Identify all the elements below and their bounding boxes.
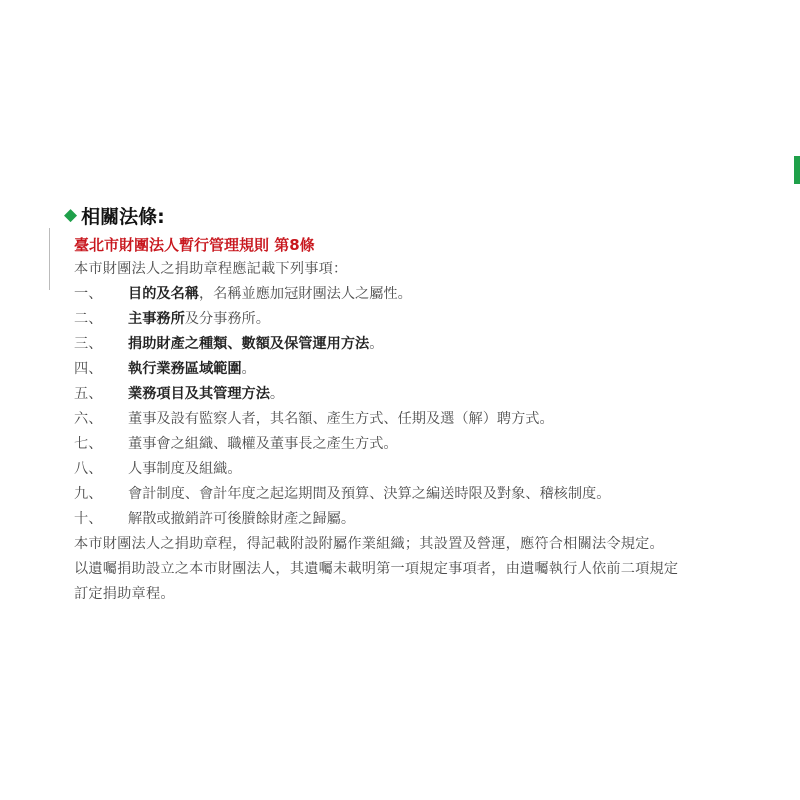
item-text: 及分事務所。 bbox=[184, 311, 270, 327]
item-text: 解散或撤銷許可後賸餘財產之歸屬。 bbox=[128, 511, 356, 527]
section-heading-text: 相關法條: bbox=[81, 205, 165, 228]
item-text: 董事及設有監察人者，其名額、產生方式、任期及選（解）聘方式。 bbox=[128, 411, 554, 427]
list-item bbox=[74, 307, 764, 332]
item-text: 。 bbox=[269, 386, 285, 402]
list-item bbox=[74, 407, 764, 432]
item-number: 二、 bbox=[74, 311, 103, 327]
diamond-icon: ◆ bbox=[64, 204, 78, 225]
list-item bbox=[74, 482, 764, 507]
item-number: 五、 bbox=[74, 386, 103, 402]
list-item bbox=[74, 332, 764, 357]
item-number: 四、 bbox=[74, 361, 103, 377]
item-bold-text: 業務項目及其管理方法 bbox=[128, 386, 270, 402]
item-bold-text: 主事務所 bbox=[128, 311, 185, 327]
item-text: 。 bbox=[369, 336, 384, 352]
list-item bbox=[74, 382, 764, 407]
list-item bbox=[74, 357, 764, 382]
law-title: 臺北市財團法人暫行管理規則 第8條 bbox=[74, 236, 315, 254]
item-number: 三、 bbox=[74, 336, 103, 352]
law-article bbox=[64, 200, 764, 607]
list-item bbox=[74, 457, 764, 482]
item-bold-text: 捐助財產之種類、數額及保管運用方法 bbox=[128, 336, 370, 352]
list-item bbox=[74, 432, 764, 457]
item-number: 七、 bbox=[74, 436, 103, 452]
section-heading bbox=[64, 200, 764, 230]
list-item bbox=[74, 507, 764, 532]
law-intro: 本市財團法人之捐助章程應記載下列事項： bbox=[74, 261, 348, 277]
item-text: 會計制度、會計年度之起迄期間及預算、決算之編送時限及對象、稽核制度。 bbox=[128, 486, 611, 502]
item-number: 一、 bbox=[74, 286, 103, 302]
item-text: 人事制度及組織。 bbox=[128, 461, 242, 477]
divider-line bbox=[49, 228, 50, 290]
item-number: 九、 bbox=[74, 486, 103, 502]
paragraph-3-line-2: 訂定捐助章程。 bbox=[74, 586, 175, 602]
item-number: 十、 bbox=[74, 511, 103, 527]
accent-bar bbox=[794, 156, 800, 184]
item-bold-text: 執行業務區域範圍 bbox=[128, 361, 242, 377]
paragraph-3-line-1: 以遺囑捐助設立之本市財團法人，其遺囑未載明第一項規定事項者，由遺囑執行人依前二項規定 bbox=[74, 561, 679, 577]
item-bold-text: 目的及名稱 bbox=[128, 286, 199, 302]
item-number: 八、 bbox=[74, 461, 103, 477]
list-item bbox=[74, 282, 764, 307]
item-text: 董事會之組織、職權及董事長之產生方式。 bbox=[128, 436, 398, 452]
item-text: 。 bbox=[241, 361, 256, 377]
item-number: 六、 bbox=[74, 411, 103, 427]
paragraph-2: 本市財團法人之捐助章程，得記載附設附屬作業組織；其設置及營運，應符合相關法令規定。 bbox=[74, 536, 664, 552]
item-text: ，名稱並應加冠財團法人之屬性。 bbox=[198, 286, 412, 302]
law-body bbox=[74, 257, 764, 607]
